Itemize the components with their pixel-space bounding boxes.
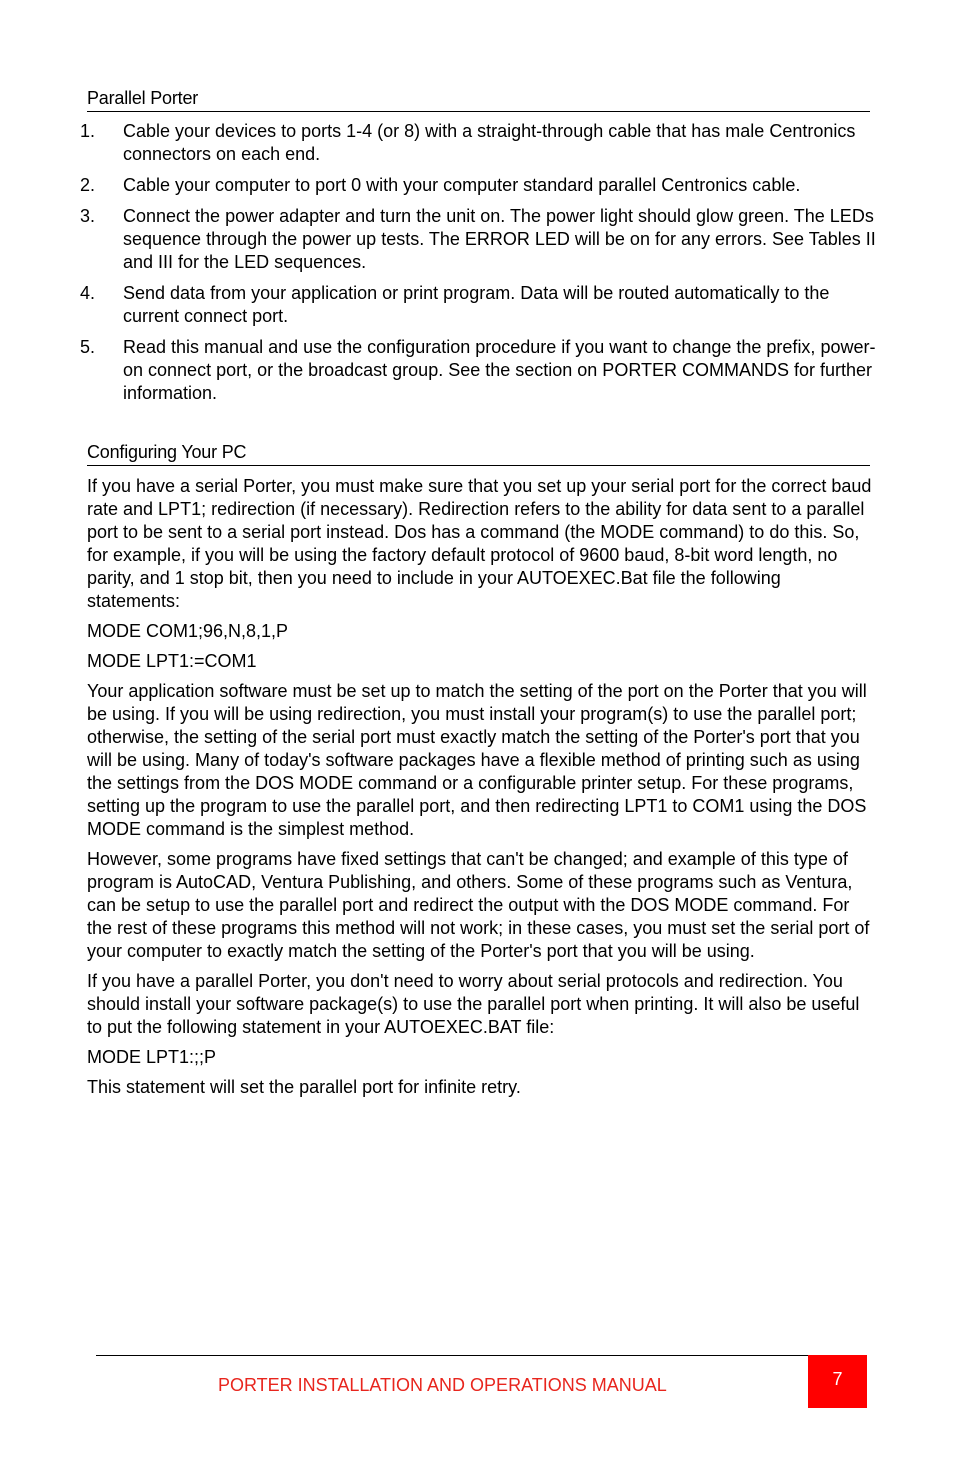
list-item [80, 336, 880, 405]
command-line: MODE COM1;96,N,8,1,P [87, 621, 289, 641]
command-line: MODE LPT1:;;P [87, 1047, 217, 1067]
paragraph: This statement will set the parallel port for infinite retry. [87, 1077, 521, 1097]
list-item-text: Send data from your application or print program. Data will be routed automatically to the current connect port. [123, 283, 830, 326]
configuring-pc-body [87, 475, 872, 1106]
list-item-number: 4. [80, 283, 96, 303]
command-line: MODE LPT1:=COM1 [87, 651, 257, 671]
list-item [80, 282, 880, 328]
paragraph: If you have a serial Porter, you must make sure that you set up your serial port for the correct baud rate and LPT1; redirection (if necessary). Redirection refers to the ability for data sent to a parallel port to be sent to a serial port instead. Dos has a command (the MODE command) to do this. So, for example, if you will be using the factory default protocol of 9600 baud, 8-bit word length, no parity, and 1 stop bit, then you need to include in your AUTOEXEC.Bat file the following statements: [87, 476, 872, 611]
page-number: 7 [832, 1369, 843, 1389]
paragraph: If you have a parallel Porter, you don't need to worry about serial protocols and redirection. You should install your software package(s) to use the parallel port when printing. It will also be useful to put the following statement in your AUTOEXEC.BAT file: [87, 971, 860, 1037]
list-item-number: 5. [80, 337, 96, 357]
list-item [80, 174, 880, 197]
list-item-number: 2. [80, 175, 96, 195]
list-item-text: Read this manual and use the configuration procedure if you want to change the prefix, power-on connect port, or the broadcast group. See the section on PORTER COMMANDS for further information. [123, 337, 876, 403]
paragraph: Your application software must be set up to match the setting of the port on the Porter that you will be using. If you will be using redirection, you must install your program(s) to use the parallel port; otherwise, the setting of the serial port must exactly match the setting of the Porter's port that you will be using. Many of today's software packages have a flexible method of printing such as using the settings from the DOS MODE command or a configurable printer setup. For these programs, setting up the program to use the parallel port, and then redirecting LPT1 to COM1 using the DOS MODE command is the simplest method. [87, 681, 867, 839]
list-item-number: 3. [80, 206, 96, 226]
list-item-text: Cable your devices to ports 1-4 (or 8) with a straight-through cable that has male Centronics connectors on each end. [123, 121, 856, 164]
page-number-box [808, 1355, 867, 1408]
footer-manual-title: PORTER INSTALLATION AND OPERATIONS MANUAL [218, 1375, 667, 1395]
setup-steps-list [80, 120, 880, 413]
list-item [80, 120, 880, 166]
list-item-number: 1. [80, 121, 96, 141]
list-item-text: Connect the power adapter and turn the unit on. The power light should glow green. The LEDs sequence through the power up tests. The ERROR LED will be on for any errors. See Tables II and III for the LED sequences. [123, 206, 876, 272]
footer-divider [96, 1355, 808, 1356]
list-item-text: Cable your computer to port 0 with your computer standard parallel Centronics cable. [123, 175, 801, 195]
section-heading-parallel-porter: Parallel Porter [87, 87, 870, 112]
paragraph: However, some programs have fixed settings that can't be changed; and example of this type of program is AutoCAD, Ventura Publishing, and others. Some of these programs such as Ventura, can be setup to use the parallel port and redirect the output with the DOS MODE command. For the rest of these programs this method will not work; in these cases, you must set the serial port of your computer to exactly match the setting of the Porter's port that you will be using. [87, 849, 870, 961]
list-item [80, 205, 880, 274]
section-heading-configuring-pc: Configuring Your PC [87, 441, 870, 466]
